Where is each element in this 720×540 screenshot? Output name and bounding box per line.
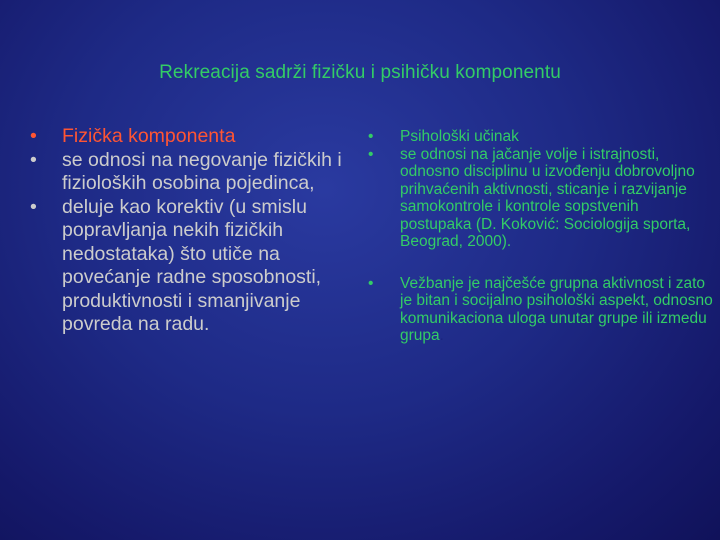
left-item-text: se odnosi na negovanje fizičkih i fizioloških osobina pojedinca, [62, 148, 342, 194]
bullet-icon: • [30, 125, 37, 147]
right-item-text: Vežbanje je najčešće grupna aktivnost i zato je bitan i socijalno psihološki aspekt, odnosno komunikaciona uloga unutar grupe ili izmedu grupa [400, 274, 713, 344]
slide-title: Rekreacija sadrži fizičku i psihičku komponentu [159, 62, 561, 83]
left-item-text: deluje kao korektiv (u smislu popravljanja nekih fizičkih nedostataka) što utiče na povećanje radne sposobnosti, produktivnosti i smanjivanje povreda na radu. [62, 195, 322, 335]
right-item-text: se odnosi na jačanje volje i istrajnosti, odnosno disciplinu u izvođenju dobrovoljno prihvaćenih aktivnosti, sticanje i razvijanje samokontrole i kontrole sopstvenih postupaka (D. Koković: Sociologija sporta, Beograd, 2000). [400, 145, 695, 250]
bullet-icon: • [368, 274, 374, 292]
right-item-heading [368, 128, 713, 146]
bullet-icon: • [30, 195, 37, 218]
right-column [368, 128, 713, 345]
bullet-icon: • [368, 145, 374, 163]
left-item [30, 149, 350, 196]
right-item [368, 275, 713, 345]
left-item [30, 196, 350, 337]
trailing-period: . [439, 327, 444, 344]
bullet-icon: • [30, 148, 37, 171]
right-item-text: Psihološki učinak [400, 128, 519, 145]
right-item [368, 146, 713, 251]
left-column [30, 125, 350, 337]
left-item-text: Fizička komponenta [62, 125, 236, 147]
left-item-heading [30, 125, 350, 149]
bullet-icon: • [368, 128, 374, 145]
